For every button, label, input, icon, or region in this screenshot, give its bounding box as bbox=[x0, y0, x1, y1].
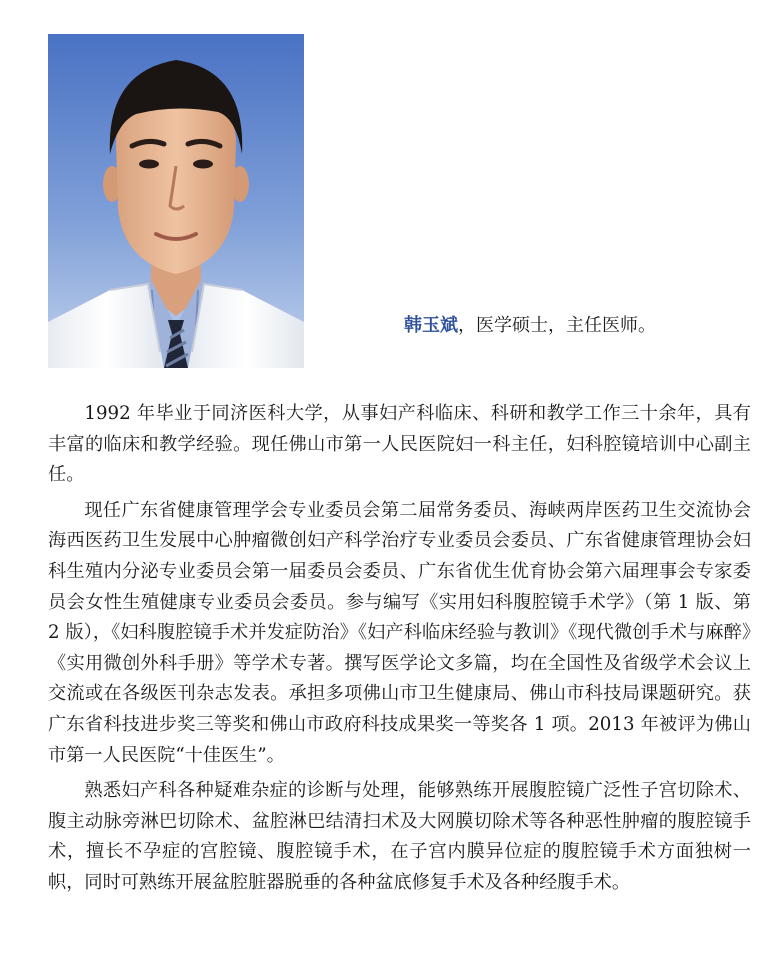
bio-paragraph-education: 1992 年毕业于同济医科大学，从事妇产科临床、科研和教学工作三十余年，具有丰富的临床和教学经验。现任佛山市第一人民医院妇一科主任，妇科腔镜培训中心副主任。 bbox=[48, 403, 751, 486]
profile-photo bbox=[48, 34, 304, 368]
doctor-credentials: ，医学硕士，主任医师。 bbox=[458, 315, 656, 336]
biography bbox=[48, 399, 751, 904]
doctor-name: 韩玉斌 bbox=[404, 315, 458, 336]
profile-caption bbox=[404, 312, 656, 340]
bio-paragraph-expertise: 熟悉妇产科各种疑难杂症的诊断与处理，能够熟练开展腹腔镜广泛性子宫切除术、腹主动脉旁淋巴切除术、盆腔淋巴结清扫术及大网膜切除术等各种恶性肿瘤的腹腔镜手术，擅长不孕症的宫腔镜、腹腔镜手术，在子宫内膜异位症的腹腔镜手术方面独树一帜，同时可熟练开展盆腔脏器脱垂的各种盆底修复手术及各种经腹手术。 bbox=[48, 780, 751, 893]
bio-paragraph-positions: 现任广东省健康管理学会专业委员会第二届常务委员、海峡两岸医药卫生交流协会海西医药卫生发展中心肿瘤微创妇产科学治疗专业委员会委员、广东省健康管理协会妇科生殖内分泌专业委员会第一届委员会委员、广东省优生优育协会第六届理事会专家委员会女性生殖健康专业委员会委员。参与编写《实用妇科腹腔镜手术学》（第 1 版、第 2 版），《妇科腹腔镜手术并发症防治》《妇产科临床经验与教训》《现代微创手术与麻醉》《实用微创外科手册》等学术专著。撰写医学论文多篇，均在全国性及省级学术会议上交流或在各级医刊杂志发表。承担多项佛山市卫生健康局、佛山市科技局课题研究。获广东省科技进步奖三等奖和佛山市政府科技成果奖一等奖各 1 项。2013 年被评为佛山市第一人民医院“十佳医生”。 bbox=[48, 499, 751, 766]
